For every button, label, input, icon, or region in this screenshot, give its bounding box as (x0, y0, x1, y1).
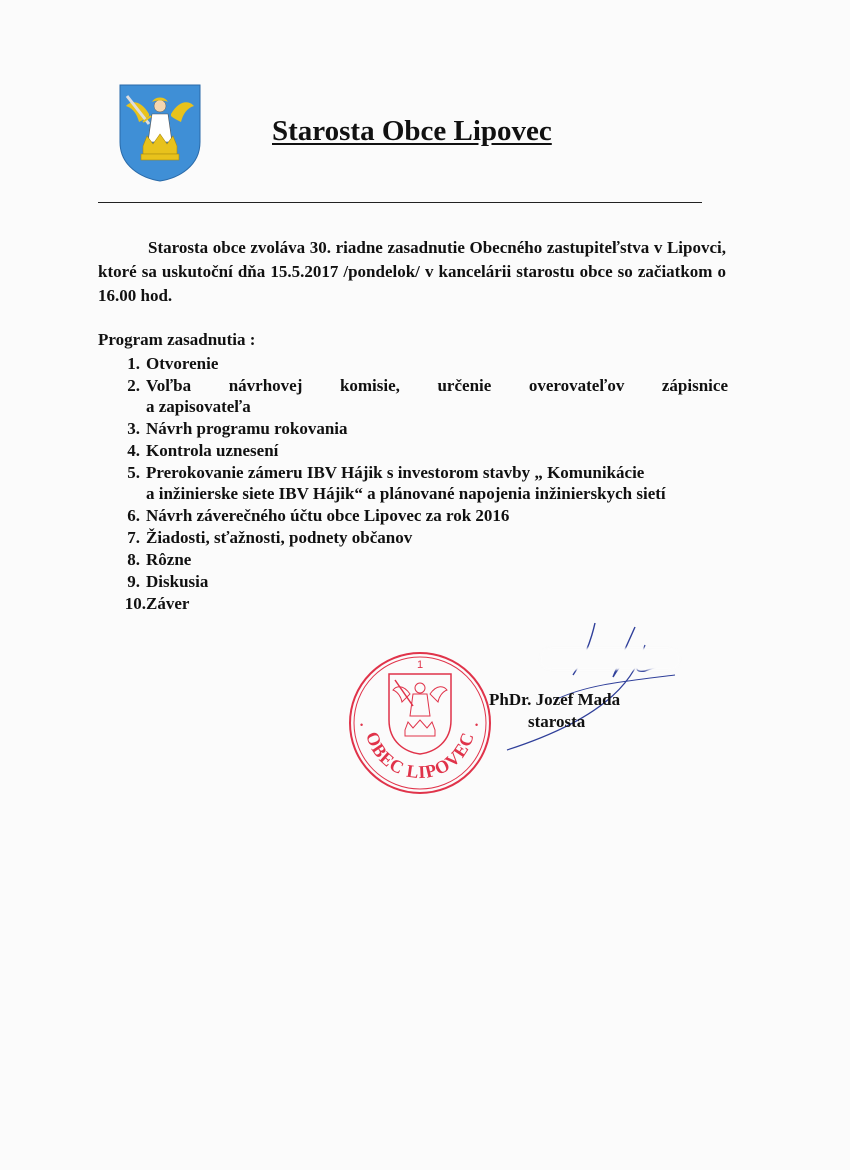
agenda-item-number: 2. (127, 376, 140, 395)
agenda-item-number: 6. (127, 506, 140, 525)
agenda-item-continuation: a inžinierske siete IBV Hájik“ a plánované napojenia inžinierskych sietí (146, 484, 666, 503)
svg-text:•: • (360, 720, 364, 730)
invitation-paragraph: Starosta obce zvoláva 30. riadne zasadnutie Obecného zastupiteľstva v Lipovci, ktoré sa uskutoční dňa 15.5.2017 /pondelok/ v kancelárii starostu obce so začiatkom o 16.00 hod. (98, 238, 726, 305)
agenda-item (98, 549, 728, 570)
agenda-item-text: Návrh záverečného účtu obce Lipovec za rok 2016 (146, 506, 510, 525)
agenda-item (98, 571, 728, 592)
agenda-item-continuation: a zapisovateľa (146, 397, 251, 416)
redaction-patch (540, 648, 680, 670)
program-heading: Program zasadnutia : (98, 330, 256, 349)
agenda-item-text: Návrh programu rokovania (146, 419, 348, 438)
agenda-item-text: Otvorenie (146, 354, 219, 373)
divider (98, 202, 702, 203)
agenda-item (98, 593, 728, 614)
agenda-item (98, 462, 728, 504)
page-title: Starosta Obce Lipovec (272, 115, 552, 147)
coat-of-arms-icon (119, 84, 201, 182)
svg-text:OBEC LIPOVEC (362, 729, 478, 782)
handwritten-signature (495, 615, 685, 755)
stamp-number: 1 (416, 659, 424, 671)
agenda-item (98, 440, 728, 461)
agenda-item (98, 375, 728, 417)
agenda-item-text: Rôzne (146, 550, 192, 569)
official-stamp-icon (347, 650, 493, 796)
agenda-item-number: 5. (127, 463, 140, 482)
agenda-item-number: 8. (127, 550, 140, 569)
agenda-item-text: Prerokovanie zámeru IBV Hájik s investorom stavby „ Komunikácie (146, 463, 645, 482)
agenda-item-number: 9. (127, 572, 140, 591)
agenda-item (98, 418, 728, 439)
agenda-item-text: Záver (146, 594, 190, 613)
agenda-item-text: Žiadosti, sťažnosti, podnety občanov (146, 528, 413, 547)
agenda-item (98, 353, 728, 374)
agenda-item-number: 1. (127, 354, 140, 373)
signer-role: starosta (528, 712, 586, 731)
agenda-item-text: Kontrola uznesení (146, 441, 279, 460)
agenda-item-number: 7. (127, 528, 140, 547)
agenda-item-text: Voľba návrhovej komisie, určenie overovateľov zápisnice (146, 376, 728, 395)
agenda-item (98, 505, 728, 526)
agenda-item-number: 4. (127, 441, 140, 460)
agenda-item (98, 527, 728, 548)
svg-text:•: • (475, 720, 479, 730)
signer-block (489, 689, 620, 733)
signer-name: PhDr. Jozef Mada (489, 690, 621, 709)
agenda-item-number: 10. (124, 594, 146, 613)
agenda-item-text: Diskusia (146, 572, 209, 591)
agenda-item-number: 3. (127, 419, 140, 438)
stamp-text: OBEC LIPOVEC (361, 729, 479, 783)
agenda-list (98, 353, 728, 615)
